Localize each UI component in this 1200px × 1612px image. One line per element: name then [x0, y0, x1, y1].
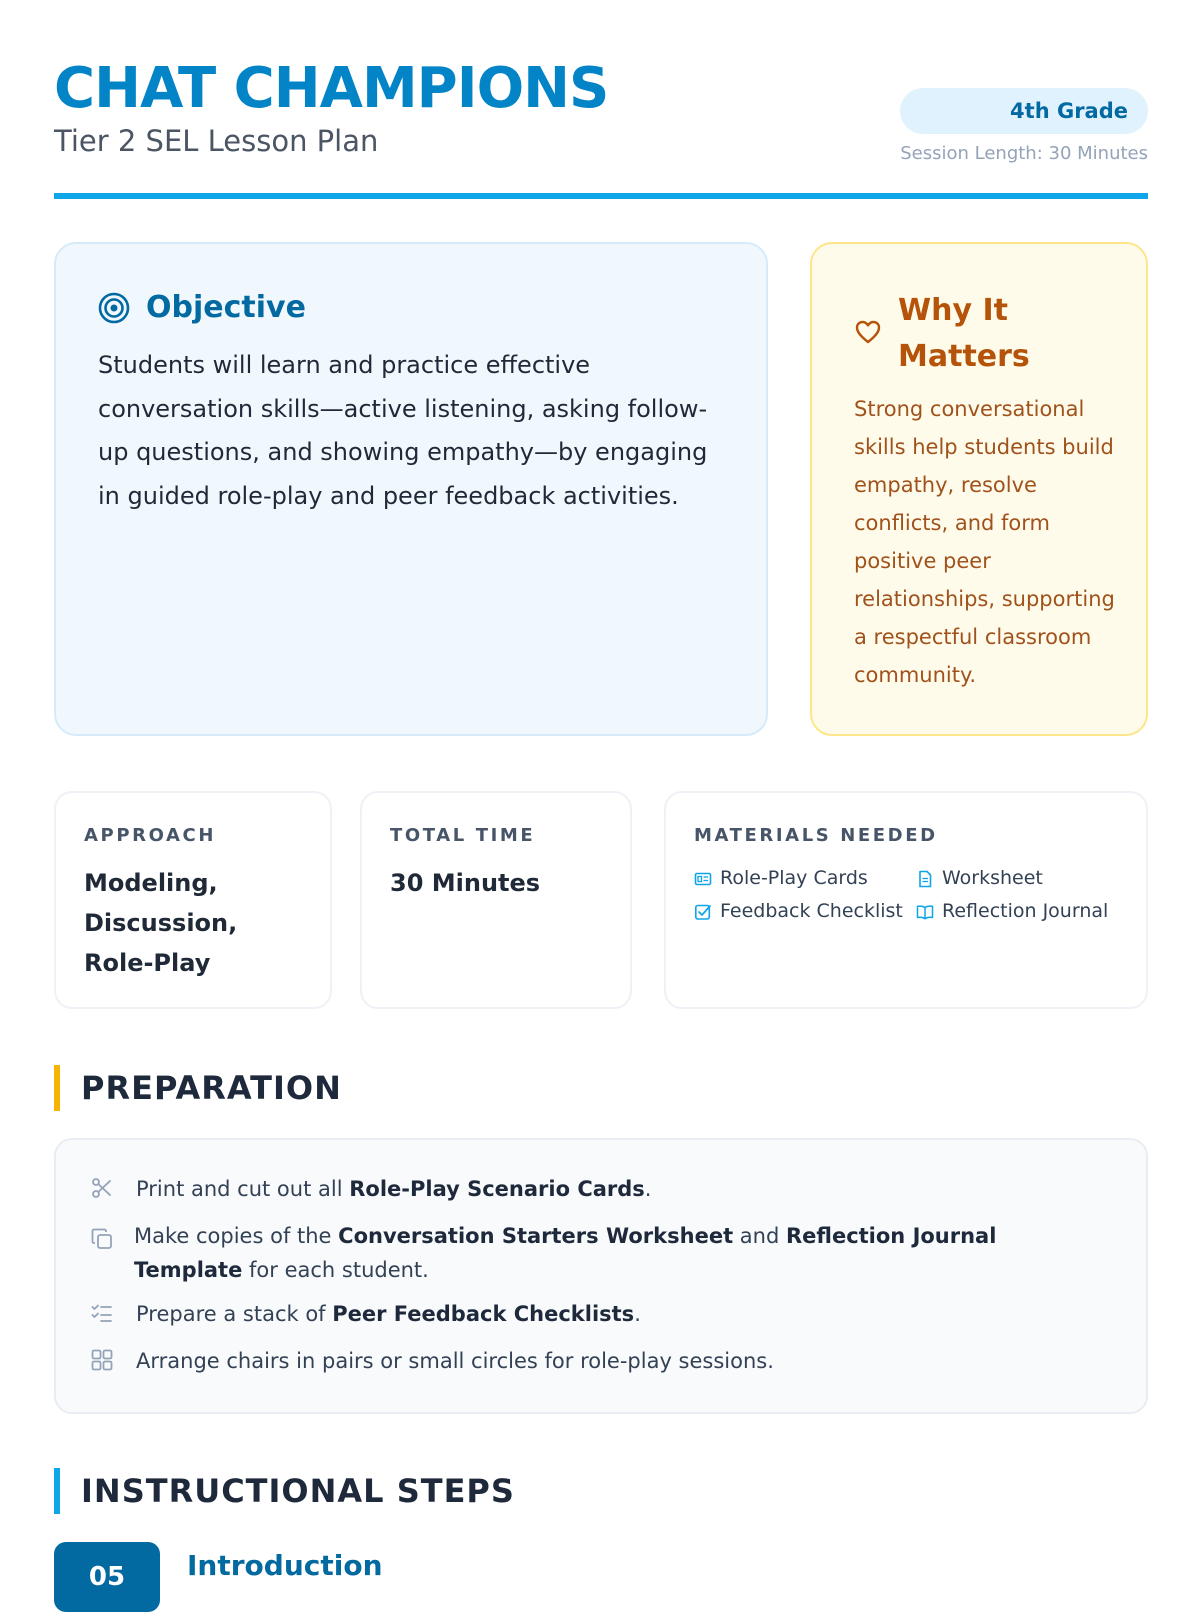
target-icon: [98, 292, 130, 324]
header: [54, 56, 1148, 201]
prep-item-text: [136, 1297, 1096, 1331]
total-time-label: TOTAL TIME: [390, 825, 536, 846]
material-label: Worksheet: [942, 867, 1043, 889]
text-segment: for each student.: [242, 1258, 429, 1282]
open-book-icon: [916, 903, 934, 921]
text-segment: Prepare a stack of: [136, 1302, 333, 1326]
emphasized-text: Reflection Journal Template: [134, 1224, 997, 1282]
scissors-icon: [90, 1176, 114, 1200]
section-title: INSTRUCTIONAL STEPS: [81, 1472, 515, 1510]
why-it-matters-card: [810, 242, 1148, 736]
material-label: Reflection Journal: [942, 900, 1109, 922]
checklist-icon: [90, 1301, 114, 1325]
objective-card: [54, 242, 768, 736]
section-accent-bar: [54, 1468, 60, 1514]
heart-icon: [854, 318, 882, 346]
objective-title: Objective: [146, 290, 306, 325]
instructional-steps-heading: [54, 1468, 654, 1514]
header-divider: [54, 193, 1148, 199]
preparation-list: [54, 1138, 1148, 1414]
text-segment: .: [634, 1302, 641, 1326]
material-label: Role-Play Cards: [720, 867, 868, 889]
text-segment: Make copies of the: [134, 1224, 339, 1248]
document-icon: [916, 870, 934, 888]
material-label: Feedback Checklist: [720, 900, 903, 922]
materials-label: MATERIALS NEEDED: [694, 825, 938, 846]
text-segment: and: [733, 1224, 786, 1248]
section-accent-bar: [54, 1065, 60, 1111]
section-title: PREPARATION: [81, 1069, 342, 1107]
emphasized-text: Role-Play Scenario Cards: [349, 1177, 645, 1201]
approach-value: Modeling, Discussion, Role-Play: [84, 869, 238, 977]
prep-item-text: [136, 1172, 1096, 1206]
materials-card: [664, 791, 1148, 1009]
prep-item-text: [136, 1344, 1096, 1378]
why-title: Why It Matters: [898, 293, 1030, 374]
objective-text: Students will learn and practice effective conversation skills—active listening, asking follow-up questions, and showing empathy—by engaging in guided role-play and peer feedback activities.: [98, 351, 708, 510]
text-segment: Print and cut out all: [136, 1177, 350, 1201]
approach-card: [54, 791, 332, 1009]
materials-list: [694, 863, 1134, 943]
copy-icon: [90, 1227, 114, 1251]
approach-label: APPROACH: [84, 825, 216, 846]
session-length: Session Length: 30 Minutes: [900, 143, 1148, 164]
page-title: CHAT CHAMPIONS: [54, 56, 609, 121]
grade-badge: 4th Grade: [900, 88, 1148, 134]
emphasized-text: Peer Feedback Checklists: [332, 1302, 635, 1326]
page-subtitle: Tier 2 SEL Lesson Plan: [54, 124, 379, 158]
checkbox-icon: [694, 903, 712, 921]
total-time-value: 30 Minutes: [390, 869, 541, 897]
total-time-card: [360, 791, 632, 1009]
step-number-badge: 05: [54, 1542, 160, 1612]
prep-item-text: [134, 1219, 1094, 1287]
text-segment: Arrange chairs in pairs or small circles for role-play sessions.: [136, 1349, 774, 1373]
preparation-heading: [54, 1065, 654, 1111]
id-card-icon: [694, 870, 712, 888]
emphasized-text: Conversation Starters Worksheet: [338, 1224, 734, 1248]
why-text: Strong conversational skills help students build empathy, resolve conflicts, and form positive peer relationships, supporting a respectful classroom community.: [854, 397, 1115, 687]
step-title: Introduction: [187, 1549, 383, 1582]
text-segment: .: [644, 1177, 652, 1201]
lesson-plan-page: [54, 0, 1148, 1600]
grid-icon: [90, 1348, 114, 1372]
